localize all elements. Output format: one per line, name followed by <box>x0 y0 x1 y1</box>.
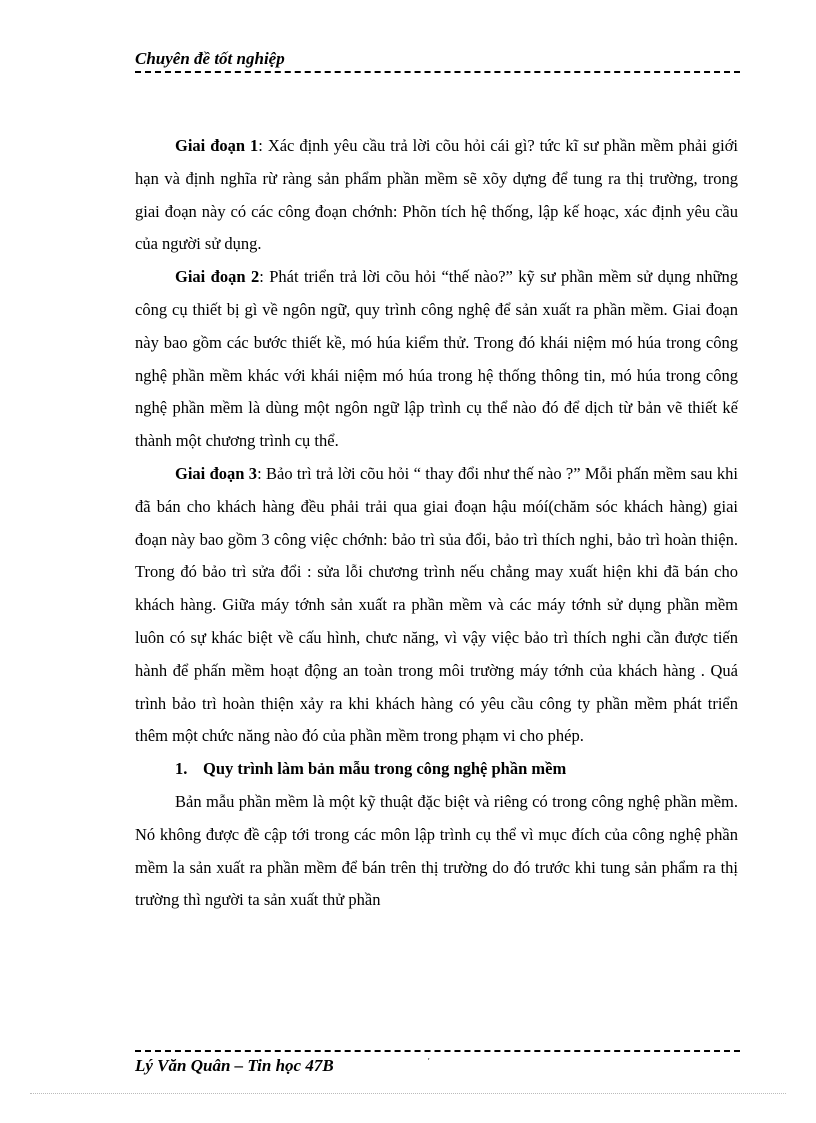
phase-3-text: : Bảo trì trả lời cõu hỏi “ thay đổi như thế nào ?” Mỗi phấn mềm sau khi đã bán cho khách hàng đều phải trải qua giai đoạn hậu móí(chăm sóc khách hàng) giai đoạn này bao gồm 3 công việc chớnh: bảo trì sủa đổi, bảo trì thích nghi, bảo trì hoàn thiện. Trong đó bảo trì sửa đổi : sửa lỗi chương trình nếu chẳng may xuất hiện khi đã bán cho khách hàng. Giữa máy tớnh sản xuất ra phần mềm và các máy tớnh sử dụng phần mềm luôn có sự khác biệt về cấu hình, chưc năng, vì vậy việc bảo trì thích nghi cần được tiến hành để phấn mềm hoạt động an toàn trong môi trường máy tớnh của khách hàng . Quá trình bảo trì hoàn thiện xảy ra khi khách hàng có yêu cầu công ty phần mềm phát triển thêm một chức năng nào đó của phần mềm trong phạm vi cho phép. <box>135 463 738 746</box>
paragraph-phase-2 <box>135 261 738 458</box>
section-title: Quy trình làm bản mẫu trong công nghệ phần mềm <box>203 759 567 779</box>
section-heading <box>135 753 738 786</box>
header-title: Chuyên đề tốt nghiệp <box>135 49 285 68</box>
paragraph-phase-3 <box>135 458 738 753</box>
footer-mark: ΄ <box>427 1058 431 1069</box>
page-header <box>135 47 740 73</box>
phase-2-label: Giai đoạn 2 <box>175 267 260 287</box>
section-paragraph: Bản mẫu phần mềm là một kỹ thuật đặc biệt và riêng có trong công nghệ phần mềm. Nó không được đề cập tới trong các môn lập trình cụ thể vì mục đích của công nghệ phần mềm la sản xuất ra phần mềm để bán trên thị trường do đó trước khi tung sản phẩm ra thị trường thì người ta sản xuất thử phần <box>135 791 738 910</box>
document-body <box>135 130 738 917</box>
phase-1-text: : Xác định yêu cầu trả lời cõu hỏi cái gì? tức kĩ sư phần mềm phải giới hạn và định nghĩa rừ ràng sản phẩm phần mềm sẽ xõy dựng để tung ra thị trường, trong giai đoạn này có các công đoạn chớnh: Phõn tích hệ thống, lập kế hoạc, xác định yêu cầu của người sử dụng. <box>135 136 739 254</box>
phase-3-label: Giai đoạn 3 <box>175 463 258 483</box>
phase-1-label: Giai đoạn 1 <box>175 136 259 155</box>
footer-divider <box>135 1050 740 1052</box>
page-bottom-border <box>30 1093 786 1094</box>
footer-author: Lý Văn Quân – Tin học 47B <box>135 1056 334 1075</box>
header-divider <box>135 71 740 73</box>
page-footer <box>135 1044 740 1084</box>
section-number: 1. <box>175 759 188 779</box>
paragraph-phase-1 <box>135 130 738 261</box>
phase-2-text: : Phát triển trả lời cõu hỏi “thế nào?” kỹ sư phần mềm sử dụng những công cụ thiết bị gì về ngôn ngữ, quy trình công nghệ để sản xuất ra phần mềm. Giai đoạn này bao gồm các bước thiết kề, mó húa kiểm thử. Trong đó khái niệm mó húa trong công nghệ phần mềm khác với khái niệm mó húa trong hệ thống thông tin, mó húa trong công nghệ phần mềm là dùng một ngôn ngữ lập trình cụ thể nào đó để dịch từ bản vẽ thiết kế thành một chương trình cụ thể. <box>135 267 739 451</box>
